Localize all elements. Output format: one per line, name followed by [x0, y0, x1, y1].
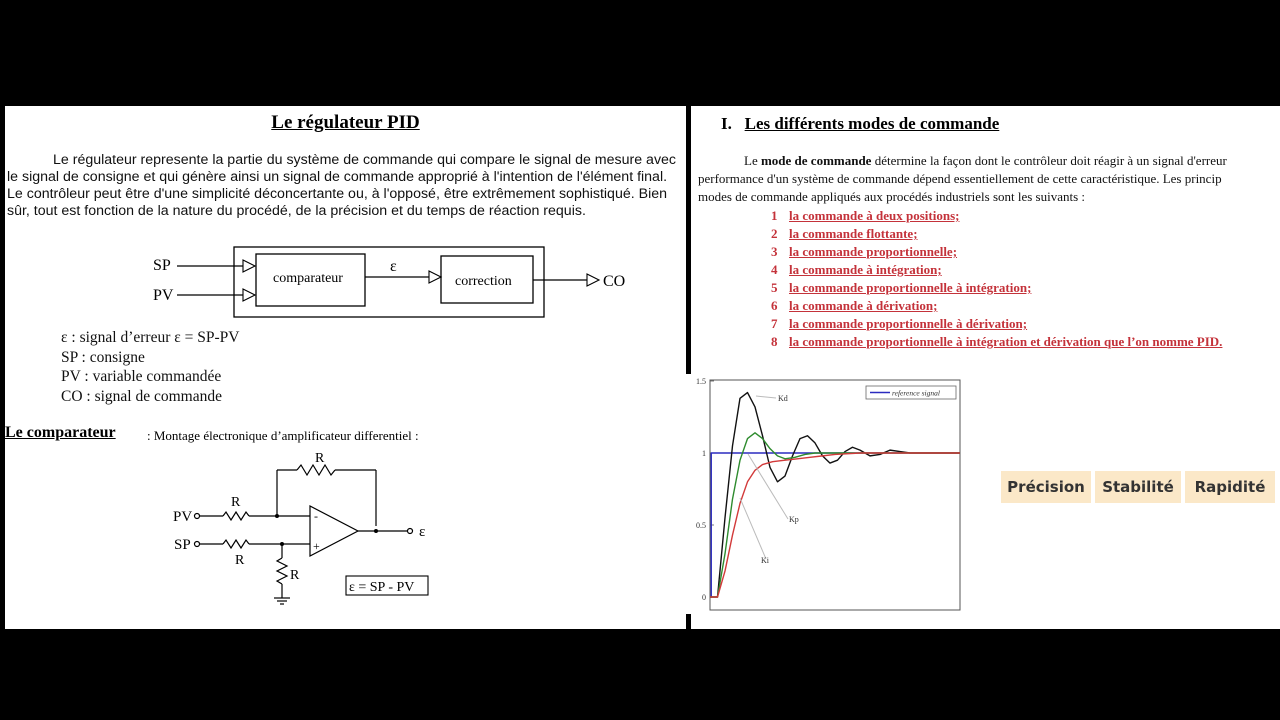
- correction-block: correction: [455, 274, 512, 289]
- comparator-block: comparateur: [273, 271, 343, 286]
- list-item: 7 la commande proportionnelle à dérivation;: [771, 316, 1028, 331]
- list-item: 3 la commande proportionnelle;: [771, 244, 958, 259]
- list-item: 6 la commande à dérivation;: [771, 298, 938, 313]
- step-response-chart: [676, 374, 972, 614]
- minus-sign: -: [314, 509, 318, 523]
- definition-epsilon: ε : signal d’erreur ε = SP-PV: [61, 329, 240, 346]
- modes-list: [771, 207, 1222, 351]
- y-tick-label: 0.5: [696, 521, 706, 530]
- y-tick-label: 1.5: [696, 377, 706, 386]
- circuit-output-label: ε: [419, 524, 426, 540]
- definition-sp: SP : consigne: [61, 349, 145, 366]
- plus-sign: +: [313, 539, 320, 553]
- epsilon-label: ε: [390, 258, 397, 275]
- differential-amplifier-circuit: [165, 446, 455, 611]
- badge-precision: Précision: [1001, 471, 1091, 503]
- definition-co: CO : signal de commande: [61, 388, 222, 405]
- co-label: CO: [603, 273, 626, 290]
- legend-label: reference signal: [892, 388, 940, 398]
- list-item: 5 la commande proportionnelle à intégration;: [771, 280, 1032, 295]
- feedback-resistor-label: R: [315, 451, 325, 466]
- badge-stability: Stabilité: [1095, 471, 1181, 503]
- modes-intro: Le mode de commande détermine la façon dont le contrôleur doit réagir à un signal d'erreur performance d'un système de commande dépend essentiellement de cette caractéristique. Les princip modes de commande appliqués aux procédés industriels sont les suivants :: [698, 153, 1227, 204]
- section-title: Les différents modes de commande: [744, 114, 1000, 133]
- left-panel: [5, 106, 686, 629]
- ground-resistor-label: R: [290, 568, 300, 583]
- page-title: Le régulateur PID: [271, 112, 420, 133]
- sp-resistor-label: R: [235, 553, 245, 568]
- section-number: I.: [721, 114, 732, 133]
- pv-label: PV: [153, 287, 174, 304]
- definition-pv: PV : variable commandée: [61, 368, 222, 385]
- circuit-pv-label: PV: [173, 509, 193, 525]
- pid-block-diagram: [145, 240, 645, 322]
- y-tick-label: 1: [702, 449, 706, 458]
- pv-resistor-label: R: [231, 495, 241, 510]
- y-tick-label: 0: [702, 593, 706, 602]
- list-item: 2 la commande flottante;: [771, 226, 918, 241]
- badge-speed: Rapidité: [1185, 471, 1275, 503]
- circuit-sp-label: SP: [174, 537, 191, 553]
- error-formula: ε = SP - PV: [349, 580, 415, 595]
- comparator-description: : Montage électronique d’amplificateur differentiel :: [147, 428, 419, 443]
- list-item: 1 la commande à deux positions;: [771, 208, 960, 223]
- ki-annotation: Ki: [761, 556, 769, 565]
- intro-paragraph: Le régulateur represente la partie du système de commande qui compare le signal de mesure avec le signal de consigne et qui génère ainsi un signal de commande approprié à l'intention de l'élément final. Le contrôleur peut être d'une simplicité déconcertante ou, à l'opposé, être extrêmement sophistiqué. Bien sûr, tout est fonction de la nature du procédé, de la précision et du temps de réaction requis.: [7, 152, 677, 219]
- list-item: 4 la commande à intégration;: [771, 262, 942, 277]
- comparator-heading: Le comparateur: [5, 424, 116, 441]
- list-item: 8 la commande proportionnelle à intégration et dérivation que l’on nomme PID.: [771, 334, 1223, 349]
- kp-annotation: Kp: [789, 515, 799, 524]
- section-heading: [721, 114, 999, 134]
- kd-annotation: Kd: [778, 394, 788, 403]
- sp-label: SP: [153, 257, 171, 274]
